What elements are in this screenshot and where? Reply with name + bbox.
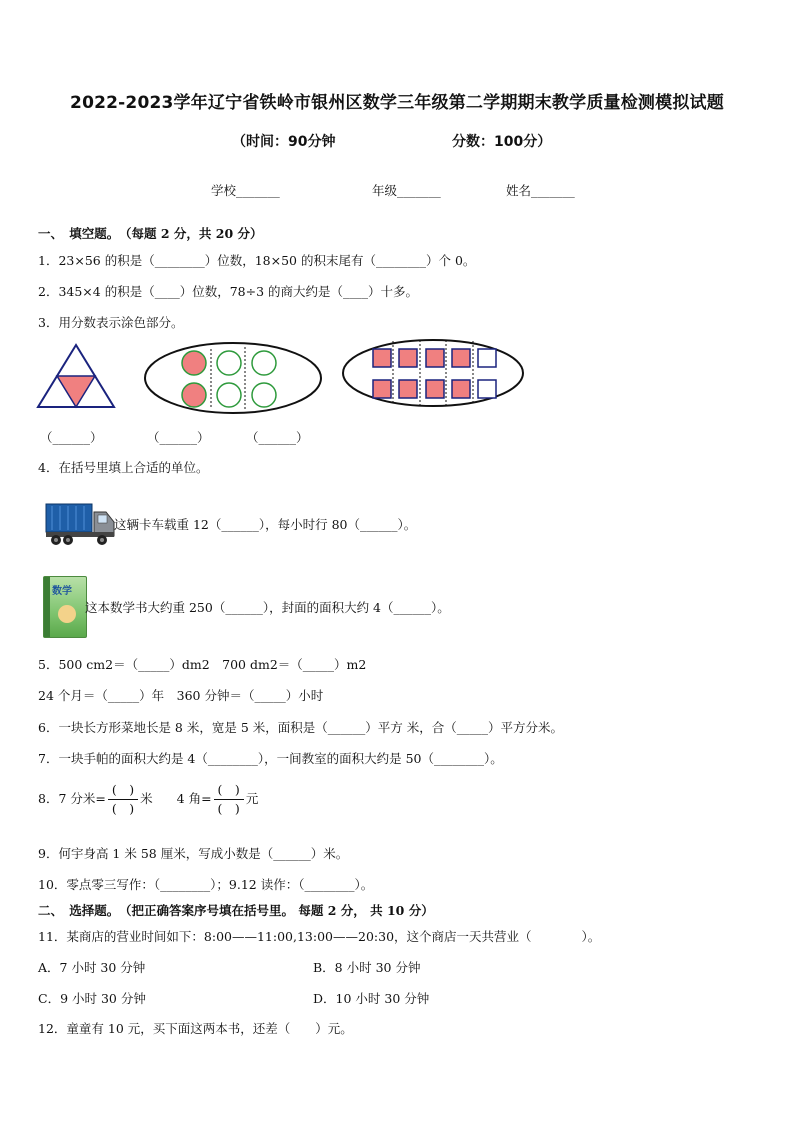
squares-oval-figure bbox=[342, 338, 526, 408]
q8-fraction-1[interactable] bbox=[108, 781, 138, 818]
school-field[interactable]: 学校_______ bbox=[211, 183, 280, 198]
question-12: 12．童童有 10 元，买下面这两本书，还差（ ）元。 bbox=[38, 1021, 353, 1036]
question-6: 6．一块长方形菜地长是 8 米，宽是 5 米，面积是（______）平方 米，合（_____）平方分米。 bbox=[38, 720, 563, 735]
truck-image bbox=[44, 500, 116, 548]
question-8 bbox=[38, 781, 258, 818]
q8-fraction-2-denominator[interactable]: ( ) bbox=[217, 801, 240, 816]
section1-note: （每题 2 分，共 20 分） bbox=[125, 226, 263, 241]
q8-fraction-2-numerator[interactable]: ( ) bbox=[214, 781, 244, 800]
q8-mid: 4 角= bbox=[176, 791, 212, 806]
q11-option-d[interactable]: D．10 小时 30 分钟 bbox=[313, 991, 430, 1006]
question-11: 11．某商店的营业时间如下：8:00——11:00,13:00——20:30，这个商店一天共营业（ ）。 bbox=[38, 929, 601, 944]
triangle-figure bbox=[38, 343, 118, 409]
page-title: 2022-2023学年辽宁省铁岭市银州区数学三年级第二学期期末教学质量检测模拟试题 bbox=[70, 93, 724, 113]
exam-score: 分数：100分） bbox=[452, 134, 552, 150]
question-9: 9．何宇身高 1 米 58 厘米，写成小数是（______）米。 bbox=[38, 846, 349, 861]
grade-field[interactable]: 年级_______ bbox=[372, 183, 441, 198]
q4-truck-text: 这辆卡车载重 12（______），每小时行 80（______）。 bbox=[114, 517, 417, 532]
section2-note: （把正确答案序号填在括号里。 每题 2 分， 共 10 分） bbox=[125, 903, 434, 918]
q8-unit-2: 元 bbox=[245, 791, 259, 806]
question-3: 3．用分数表示涂色部分。 bbox=[38, 315, 184, 330]
q8-unit-1: 米 bbox=[140, 791, 153, 806]
q8-fraction-1-numerator[interactable]: ( ) bbox=[108, 781, 138, 800]
q3-answer-1[interactable]: （______） bbox=[40, 430, 103, 445]
question-7: 7．一块手帕的面积大约是 4（________），一间教室的面积大约是 50（________）。 bbox=[38, 751, 503, 766]
math-book-image bbox=[43, 576, 87, 638]
name-field[interactable]: 姓名_______ bbox=[506, 183, 575, 198]
q11-option-c[interactable]: C．9 小时 30 分钟 bbox=[38, 991, 146, 1006]
question-5-line2: 24 个月＝（_____）年 360 分钟＝（_____）小时 bbox=[38, 688, 324, 703]
q11-option-b[interactable]: B．8 小时 30 分钟 bbox=[313, 960, 421, 975]
question-1: 1．23×56 的积是（________）位数，18×50 的积末尾有（________）个 0。 bbox=[38, 253, 476, 268]
q8-fraction-1-denominator[interactable]: ( ) bbox=[111, 801, 135, 816]
section2-title: 二、 选择题。 bbox=[38, 903, 120, 918]
book-cover-title: 数学 bbox=[52, 586, 72, 597]
question-2: 2．345×4 的积是（____）位数，78÷3 的商大约是（____）十多。 bbox=[38, 284, 419, 299]
q11-option-a[interactable]: A．7 小时 30 分钟 bbox=[38, 960, 146, 975]
circles-oval-figure bbox=[143, 341, 323, 415]
q4-book-text: 这本数学书大约重 250（______），封面的面积大约 4（______）。 bbox=[85, 600, 450, 615]
q8-prefix: 8．7 分米= bbox=[38, 791, 106, 806]
exam-time: （时间：90分钟 bbox=[232, 134, 336, 150]
question-5-line1: 5．500 cm2＝（_____）dm2 700 dm2＝（_____）m2 bbox=[38, 657, 367, 672]
q3-answer-2[interactable]: （______） bbox=[147, 430, 210, 445]
section1-title: 一、 填空题。 bbox=[38, 226, 120, 241]
section1-heading bbox=[38, 224, 263, 242]
q8-fraction-2[interactable] bbox=[214, 781, 244, 818]
section2-heading bbox=[38, 901, 434, 919]
question-4: 4．在括号里填上合适的单位。 bbox=[38, 460, 209, 475]
q3-answer-3[interactable]: （______） bbox=[246, 430, 309, 445]
question-10: 10．零点零三写作：（________）；9.12 读作：（________）。 bbox=[38, 877, 374, 892]
